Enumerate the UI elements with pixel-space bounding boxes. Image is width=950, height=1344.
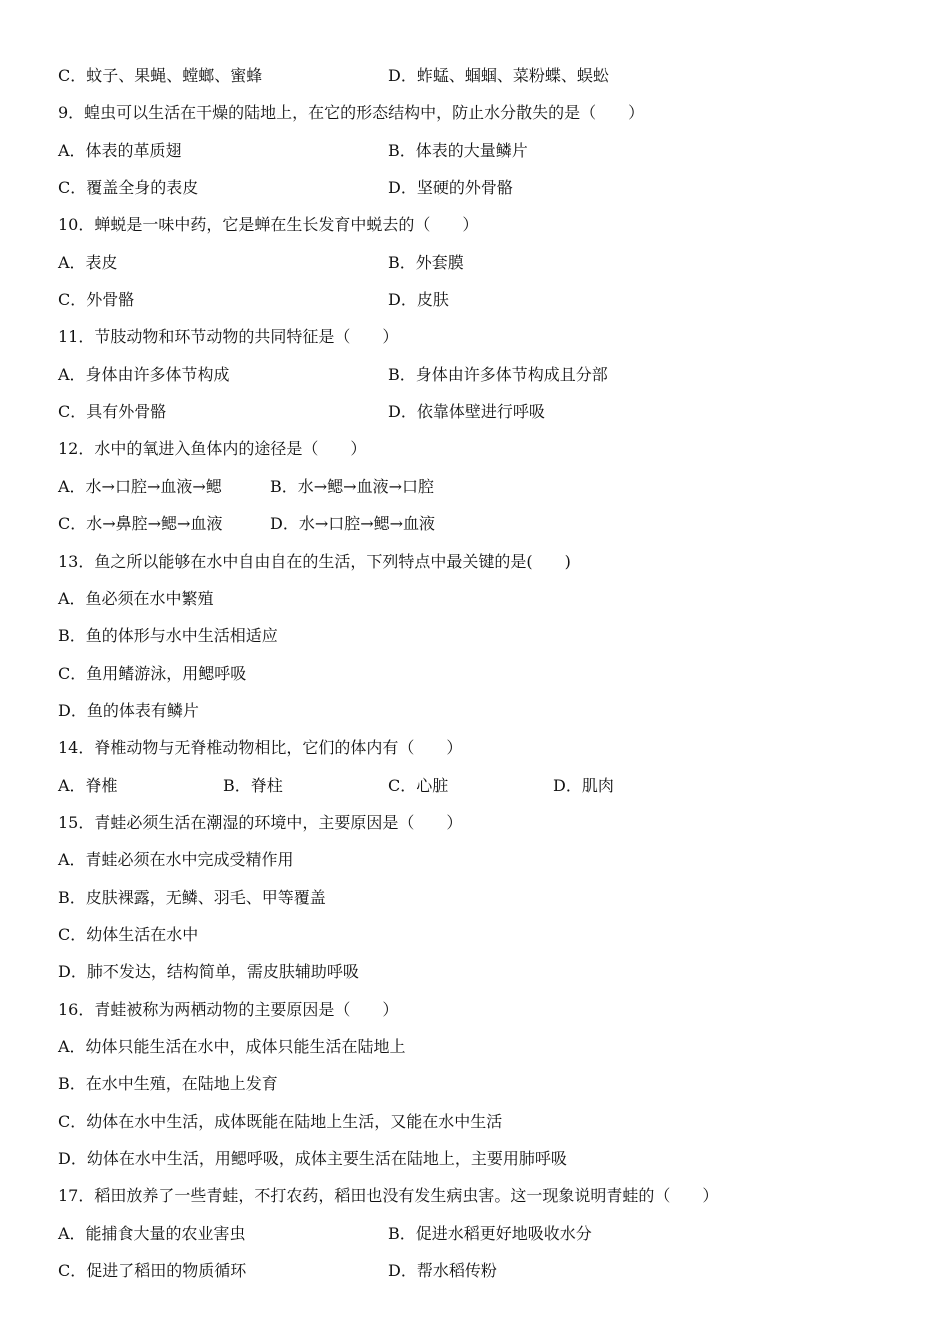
option-text: A．幼体只能生活在水中，成体只能生活在陆地上 <box>58 1037 406 1056</box>
question-stem: 15．青蛙必须生活在潮湿的环境中，主要原因是（ ） <box>58 813 463 832</box>
question-stem: 16．青蛙被称为两栖动物的主要原因是（ ） <box>58 1000 399 1019</box>
question-stem: 14．脊椎动物与无脊椎动物相比，它们的体内有（ ） <box>58 738 463 757</box>
option-text: C．幼体在水中生活，成体既能在陆地上生活，又能在水中生活 <box>58 1112 503 1131</box>
question-stem: 10．蝉蜕是一味中药，它是蝉在生长发育中蜕去的（ ） <box>58 215 479 234</box>
option-text: B．体表的大量鳞片 <box>388 141 528 160</box>
option-text: B．脊柱 <box>223 776 283 795</box>
option-text: D．幼体在水中生活，用鳃呼吸，成体主要生活在陆地上，主要用肺呼吸 <box>58 1149 567 1168</box>
question-stem: 13．鱼之所以能够在水中自由自在的生活，下列特点中最关键的是( ) <box>58 552 571 571</box>
question-stem: 11．节肢动物和环节动物的共同特征是（ ） <box>58 327 399 346</box>
option-text: D．肺不发达，结构简单，需皮肤辅助呼吸 <box>58 962 359 981</box>
option-text: D．肌肉 <box>553 776 614 795</box>
option-text: D．皮肤 <box>388 290 449 309</box>
option-text: B．外套膜 <box>388 253 464 272</box>
option-text: B．在水中生殖，在陆地上发育 <box>58 1074 278 1093</box>
option-text: C．心脏 <box>388 776 449 795</box>
option-text: A．鱼必须在水中繁殖 <box>58 589 214 608</box>
option-text: C．具有外骨骼 <box>58 402 167 421</box>
option-text: B．鱼的体形与水中生活相适应 <box>58 626 278 645</box>
option-text: C．蚊子、果蝇、螳螂、蜜蜂 <box>58 66 263 85</box>
option-text: C．幼体生活在水中 <box>58 925 199 944</box>
option-text: A．水→口腔→血液→鳃 <box>58 477 222 496</box>
question-stem: 12．水中的氧进入鱼体内的途径是（ ） <box>58 439 367 458</box>
option-text: D．依靠体壁进行呼吸 <box>388 402 545 421</box>
option-text: A．能捕食大量的农业害虫 <box>58 1224 246 1243</box>
option-text: B．促进水稻更好地吸收水分 <box>388 1224 592 1243</box>
option-text: D．鱼的体表有鳞片 <box>58 701 199 720</box>
option-text: C．覆盖全身的表皮 <box>58 178 199 197</box>
option-text: C．促进了稻田的物质循环 <box>58 1261 247 1280</box>
question-stem: 9．蝗虫可以生活在干燥的陆地上，在它的形态结构中，防止水分散失的是（ ） <box>58 103 645 122</box>
option-text: B．身体由许多体节构成且分部 <box>388 365 608 384</box>
option-text: A．脊椎 <box>58 776 118 795</box>
question-stem: 17．稻田放养了一些青蛙，不打农药，稻田也没有发生病虫害。这一现象说明青蛙的（ ） <box>58 1186 719 1205</box>
option-text: D．蚱蜢、蝈蝈、菜粉蝶、蜈蚣 <box>388 66 609 85</box>
option-text: D．帮水稻传粉 <box>388 1261 497 1280</box>
option-text: A．身体由许多体节构成 <box>58 365 230 384</box>
option-text: D．水→口腔→鳃→血液 <box>270 514 436 533</box>
option-text: A．表皮 <box>58 253 118 272</box>
option-text: C．外骨骼 <box>58 290 135 309</box>
option-text: A．青蛙必须在水中完成受精作用 <box>58 850 294 869</box>
option-text: C．鱼用鳍游泳，用鳃呼吸 <box>58 664 247 683</box>
option-text: C．水→鼻腔→鳃→血液 <box>58 514 223 533</box>
option-text: A．体表的革质翅 <box>58 141 182 160</box>
option-text: D．坚硬的外骨骼 <box>388 178 513 197</box>
option-text: B．水→鳃→血液→口腔 <box>270 477 434 496</box>
option-text: B．皮肤裸露，无鳞、羽毛、甲等覆盖 <box>58 888 326 907</box>
